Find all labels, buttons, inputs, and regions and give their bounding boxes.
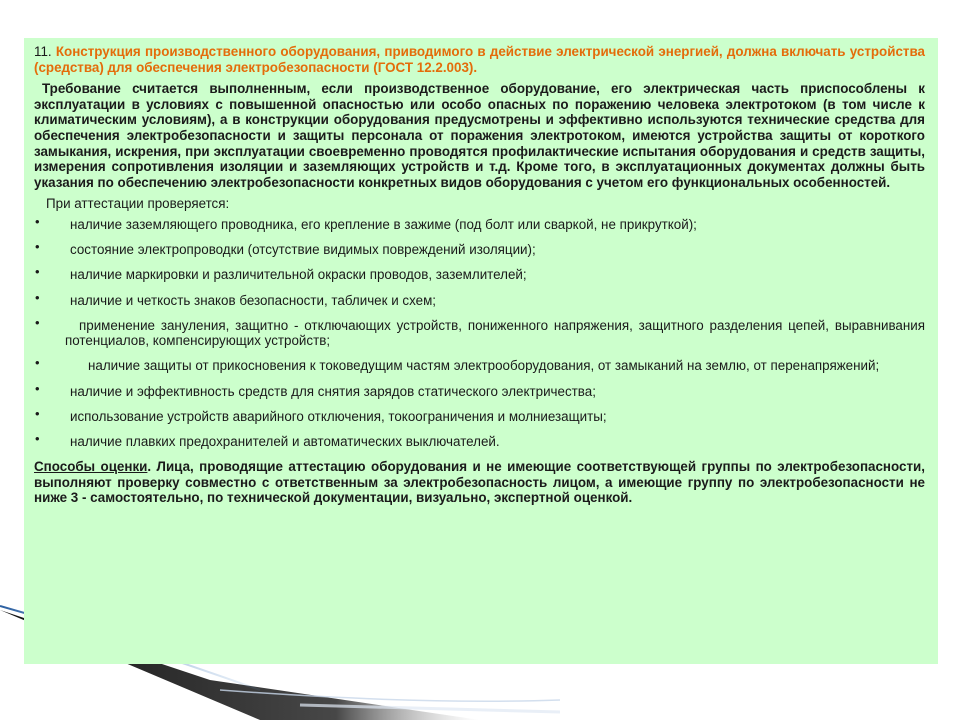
bullet-icon: • [35, 431, 40, 447]
methods-text: . Лица, проводящие аттестацию оборудования и не имеющие соответствующей группы по электробезопасности, выполняют проверку совместно с ответственным за электробезопасность лицом, а имеющие группу по электробезопасности не ниже 3 - самостоятельно, по технической документации, визуально, экспертной оценкой. [34, 459, 925, 506]
list-item: • наличие и эффективность средств для снятия зарядов статического электричества; [35, 380, 596, 399]
checks-intro: При аттестации проверяется: [46, 196, 230, 212]
list-item: • наличие маркировки и различительной окраски проводов, заземлителей; [35, 264, 527, 283]
bullet-icon: • [35, 213, 40, 229]
list-item: • использование устройств аварийного отключения, токоограничения и молниезащиты; [35, 405, 607, 424]
list-item: • наличие заземляющего проводника, его крепление в зажиме (под болт или сваркой, не прикруткой); [35, 213, 697, 232]
bullet-icon: • [35, 289, 40, 305]
list-item: • наличие защиты от прикосновения к токоведущим частям электрооборудования, от замыканий на землю, от перенапряжений; [35, 355, 880, 374]
methods-label: Способы оценки [34, 459, 148, 475]
bullet-icon: • [35, 405, 40, 421]
heading-number: 11. [34, 44, 52, 59]
bullet-icon: • [35, 239, 40, 255]
methods-paragraph [34, 459, 925, 506]
list-item: • состояние электропроводки (отсутствие видимых повреждений изоляции); [35, 239, 536, 258]
list-item: • наличие плавких предохранителей и автоматических выключателей. [35, 431, 500, 450]
heading-text: Конструкция производственного оборудования, приводимого в действие электрической энергией, должна включать устройства (средства) для обеспечения электробезопасности (ГОСТ 12.2.003). [34, 44, 925, 75]
list-item: • применение зануления, защитно - отключающих устройств, пониженного напряжения, защитного разделения цепей, выравнивания потенциалов, компенсирующих устройств; [35, 314, 925, 349]
bullet-icon: • [35, 264, 40, 280]
bullet-icon: • [35, 355, 40, 371]
checks-list [34, 213, 925, 450]
heading-paragraph [34, 44, 925, 75]
bullet-icon: • [35, 380, 40, 396]
list-item: • наличие и четкость знаков безопасности, табличек и схем; [35, 289, 437, 308]
bullet-icon: • [35, 314, 40, 330]
requirement-paragraph: Требование считается выполненным, если производственное оборудование, его электрическая часть приспособлены к эксплуатации в условиях с повышенной опасностью или особо опасных по поражению человека электротоком (в том числе к климатическим условиям), а в конструкции оборудования предусмотрены и эффективно используются технические средства для обеспечения электробезопасности и защиты персонала от поражения электротоком, имеются устройства защиты от короткого замыкания, искрения, при эксплуатации своевременно проводятся профилактические испытания оборудования и средств защиты, измерения сопротивления изоляции и заземляющих устройств и т.д. Кроме того, в эксплуатационных документах должны быть указания по обеспечению электробезопасности конкретных видов оборудования с учетом его функциональных особенностей. [34, 81, 925, 190]
content-panel [24, 38, 938, 664]
